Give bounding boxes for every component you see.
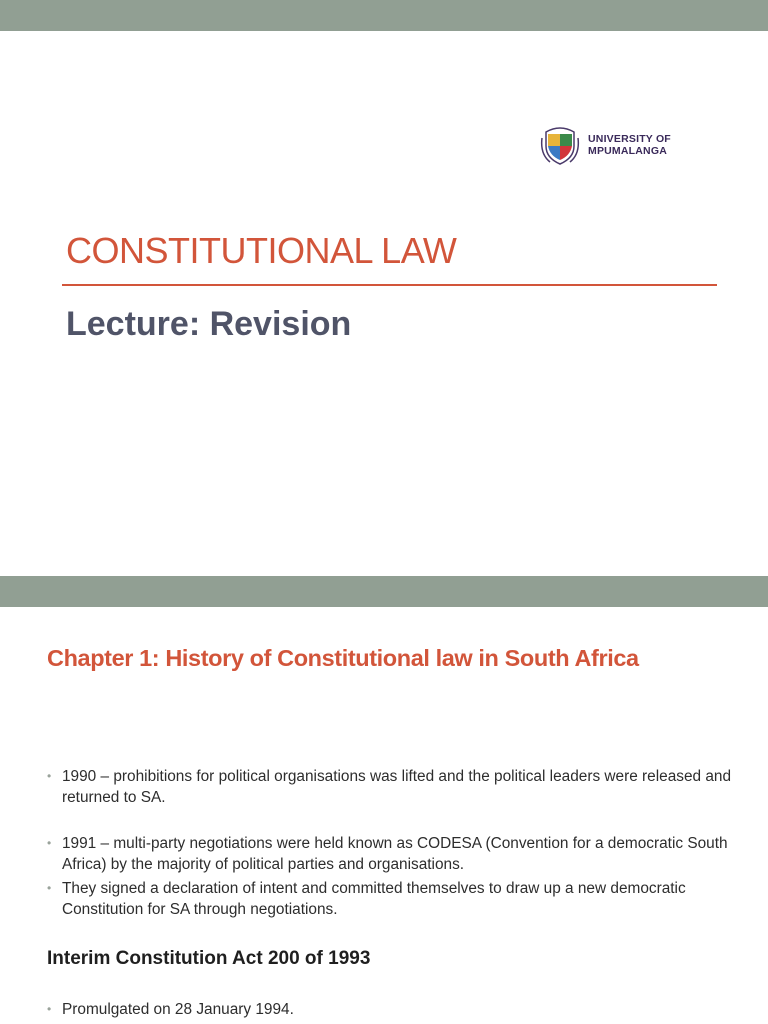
slide-separator-band xyxy=(0,576,768,607)
bullet-marker: • xyxy=(47,881,52,895)
bullet-marker: • xyxy=(47,769,52,783)
bullet-marker: • xyxy=(47,836,52,850)
bullet-text: 1991 – multi-party negotiations were held known as CODESA (Convention for a democratic South Africa) by the majority of political parties and organisations. xyxy=(62,835,728,873)
section-heading: Interim Constitution Act 200 of 1993 xyxy=(47,948,371,969)
bullet-marker: • xyxy=(47,1002,52,1016)
top-band xyxy=(0,0,768,31)
logo-wordmark xyxy=(588,133,671,157)
bullet-item xyxy=(47,766,737,808)
logo-line-2: MPUMALANGA xyxy=(588,145,667,157)
slide-subtitle: Lecture: Revision xyxy=(66,305,352,343)
university-crest-icon xyxy=(540,124,580,166)
university-logo xyxy=(540,124,700,166)
bullet-text: 1990 – prohibitions for political organisations was lifted and the political leaders were released and returned to SA. xyxy=(62,768,732,806)
logo-line-1: UNIVERSITY OF xyxy=(588,133,671,145)
bullet-item xyxy=(47,878,737,920)
bullet-item xyxy=(47,833,737,875)
chapter-heading: Chapter 1: History of Constitutional law in South Africa xyxy=(47,645,639,671)
title-slide xyxy=(0,31,768,576)
bullet-text: Promulgated on 28 January 1994. xyxy=(62,1001,294,1018)
slide-title: CONSTITUTIONAL LAW xyxy=(66,230,457,271)
title-divider xyxy=(62,284,717,286)
bullet-text: They signed a declaration of intent and committed themselves to draw up a new democratic Constitution for SA through negotiations. xyxy=(62,880,686,918)
bullet-item xyxy=(47,999,737,1020)
